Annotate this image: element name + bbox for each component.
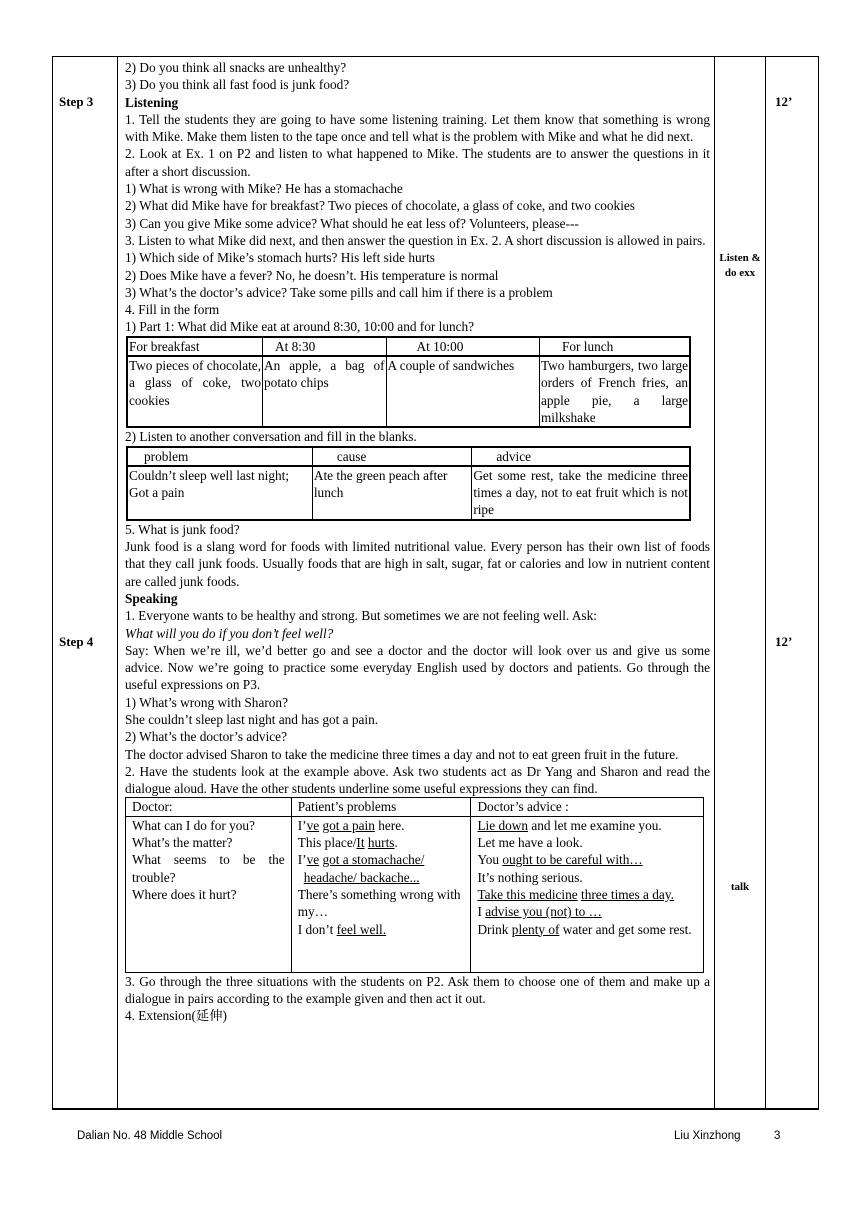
phrase (298, 851, 465, 868)
phrase: It’s nothing serious. (477, 869, 583, 885)
text-line: The doctor advised Sharon to take the medicine three times a day and not to eat green fruit in the future. (125, 746, 679, 762)
phrase (298, 817, 465, 834)
phrase (477, 817, 697, 834)
table-cell: A couple of sandwiches (386, 356, 539, 427)
expressions-table (125, 797, 704, 972)
time-column (765, 56, 819, 1109)
text-line: 2) Listen to another conversation and fill in the blanks. (125, 429, 417, 445)
phrase-part: Take this medicine (477, 886, 578, 902)
footer-school: Dalian No. 48 Middle School (77, 1130, 223, 1142)
text-line: 1. Tell the students they are going to have some listening training. Let them know that something is wrong with Mike. Make them listen to the tape once and tell what is the problem with Mike and what he did next. (125, 111, 710, 145)
text-line: 3) Can you give Mike some advice? What should he eat less of? Volunteers, please--- (125, 215, 579, 231)
step-3-time: 12’ (775, 94, 793, 109)
text-line: 5. What is junk food? (125, 521, 240, 537)
food-table (126, 336, 691, 428)
phrase-part: hurts (367, 835, 395, 851)
phrase-part: and let me examine you. (528, 817, 662, 833)
footer-page-number: 3 (774, 1130, 781, 1142)
activity-talk: talk (730, 881, 750, 893)
phrase (477, 886, 697, 903)
phrase-part: got a stomachache/ (322, 852, 425, 868)
phrase-part: I don’t (297, 921, 337, 937)
text-line: 3. Go through the three situations with the students on P2. Ask them to choose one of them and make up a dialogue in pairs according to the example given and then act it out. (125, 973, 710, 1007)
phrase (477, 903, 697, 920)
text-line: Say: When we’re ill, we’d better go and see a doctor and the doctor will look over us and give us some advice. Now we’re going to practice some everyday English used by doctors and patients. Go through the useful expressions on P3. (125, 642, 710, 693)
phrase-part: I’ (297, 817, 307, 833)
phrase-part: . (394, 835, 398, 851)
doctor-phrases-cell (126, 816, 292, 972)
table-header: advice (472, 447, 690, 466)
step-4-label: Step 4 (59, 634, 94, 649)
patient-phrases-cell (291, 816, 471, 972)
text-line: 4. Fill in the form (125, 302, 220, 318)
text-line: 1) Part 1: What did Mike eat at around 8:30, 10:00 and for lunch? (125, 319, 475, 335)
phrase-part: Drink (477, 921, 512, 937)
phrase (298, 869, 465, 886)
table-header: At 8:30 (263, 337, 386, 356)
table-header: For breakfast (127, 337, 263, 356)
advice-phrases-cell (471, 816, 704, 972)
phrase-part: ought to be careful with… (502, 852, 643, 868)
phrase-part: I’ (297, 852, 307, 868)
section-heading-speaking: Speaking (125, 590, 178, 606)
phrase-part: It (356, 835, 365, 851)
phrase: Where does it hurt? (132, 886, 237, 902)
phrase (298, 921, 465, 938)
section-heading-listening: Listening (125, 94, 179, 110)
phrase-part: here. (374, 817, 405, 833)
table-header: cause (312, 447, 471, 466)
table-cell: Two hamburgers, two large orders of French fries, an apple pie, a large milkshake (539, 356, 690, 427)
phrase-part: ve (306, 817, 320, 833)
text-line: 3) What’s the doctor’s advice? Take some pills and call him if there is a problem (125, 284, 553, 300)
lesson-content (125, 59, 710, 1025)
text-line: 1) Which side of Mike’s stomach hurts? His left side hurts (125, 250, 435, 266)
phrase (298, 834, 465, 851)
table-header: Doctor: (126, 798, 292, 816)
phrase: Let me have a look. (477, 835, 583, 851)
table-bottom-border (52, 1109, 819, 1110)
table-cell: Ate the green peach after lunch (312, 466, 471, 520)
phrase-part: This place/ (297, 835, 357, 851)
text-line: 3) Do you think all fast food is junk food? (125, 77, 350, 93)
phrase-part: You (477, 852, 503, 868)
phrase-part: plenty of (511, 921, 560, 937)
text-line: 1. Everyone wants to be healthy and strong. But sometimes we are not feeling well. Ask: (125, 608, 597, 624)
phrase (477, 921, 697, 938)
table-header: problem (127, 447, 312, 466)
table-cell: Two pieces of chocolate, a glass of coke, two cookies (127, 356, 263, 427)
phrase-part: I (477, 904, 486, 920)
phrase-part: headache/ backache... (303, 869, 420, 885)
activity-listen: Listen & do exx (719, 252, 761, 279)
phrase-part: three times a day. (581, 886, 674, 902)
table-cell: Get some rest, take the medicine three times a day, not to eat fruit which is not ripe (472, 466, 690, 520)
phrase: What’s the matter? (132, 835, 233, 851)
footer-author: Liu Xinzhong (674, 1130, 741, 1142)
phrase (477, 851, 697, 868)
phrase-part: feel well. (336, 921, 387, 937)
text-line: 2) What’s the doctor’s advice? (125, 729, 287, 745)
text-line: 2. Have the students look at the example above. Ask two students act as Dr Yang and Sharon and read the dialogue aloud. Have the other students underline some useful expressions they can find. (125, 763, 710, 797)
phrase-part: Lie down (477, 817, 529, 833)
text-line: 2) What did Mike have for breakfast? Two pieces of chocolate, a glass of coke, and two cookies (125, 198, 635, 214)
text-line: 4. Extension(延伸) (125, 1008, 227, 1024)
problem-table (126, 446, 691, 521)
text-line: 1) What’s wrong with Sharon? (125, 694, 288, 710)
phrase: There’s something wrong with my… (297, 886, 461, 920)
step-3-label: Step 3 (59, 94, 94, 109)
phrase-part: water and get some rest. (559, 921, 692, 937)
activity-column (714, 56, 766, 1109)
phrase-part: ve (306, 852, 320, 868)
phrase-part: advise you (not) to … (485, 904, 602, 920)
text-line: 2) Does Mike have a fever? No, he doesn’t. His temperature is normal (125, 267, 499, 283)
step-column (52, 56, 118, 1109)
text-line: 1) What is wrong with Mike? He has a stomachache (125, 181, 403, 197)
text-line: 2. Look at Ex. 1 on P2 and listen to what happened to Mike. The students are to answer the questions in it after a short discussion. (125, 146, 710, 179)
table-header: Doctor’s advice : (471, 798, 704, 816)
table-header: Patient’s problems (291, 798, 471, 816)
table-cell: Couldn’t sleep well last night; Got a pain (127, 466, 312, 520)
text-line: What will you do if you don’t feel well? (125, 625, 334, 641)
table-cell: An apple, a bag of potato chips (263, 356, 386, 427)
text-line: 3. Listen to what Mike did next, and then answer the question in Ex. 2. A short discussion is allowed in pairs. (125, 232, 706, 248)
text-line: She couldn’t sleep last night and has got a pain. (125, 711, 379, 727)
table-header: At 10:00 (386, 337, 539, 356)
text-line: Junk food is a slang word for foods with limited nutritional value. Every person has their own list of foods that they call junk foods. Usually foods that are high in salt, sugar, fat or calories and low in nutrient content are called junk foods. (125, 539, 710, 589)
phrase-part: got a pain (322, 817, 375, 833)
phrase: What seems to be the trouble? (132, 852, 285, 885)
table-header: For lunch (539, 337, 690, 356)
step-4-time: 12’ (775, 634, 793, 649)
text-line: 2) Do you think all snacks are unhealthy? (125, 60, 347, 75)
phrase: What can I do for you? (132, 817, 255, 833)
